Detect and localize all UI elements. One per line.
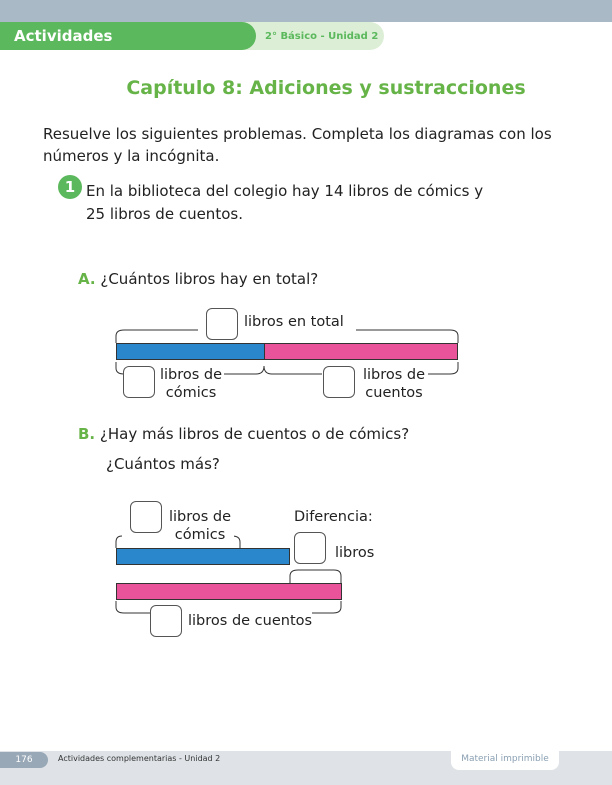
question-a-text: ¿Cuántos libros hay en total?	[100, 270, 319, 288]
a-cuentos-brace-right	[428, 362, 458, 374]
question-b-text-line-1: ¿Hay más libros de cuentos o de cómics?	[99, 425, 410, 443]
a-cuentos-answer-box[interactable]	[323, 366, 355, 398]
problem-number-badge: 1	[58, 175, 82, 199]
page-number: 176	[0, 752, 48, 768]
a-cuentos-brace-left	[264, 366, 322, 374]
b-cuentos-answer-box[interactable]	[150, 605, 182, 637]
b-difference-answer-box[interactable]	[294, 532, 326, 564]
b-comics-bar	[116, 548, 290, 565]
question-a-letter: A.	[78, 270, 96, 288]
b-cuentos-brace-right	[312, 601, 341, 613]
a-total-label: libros en total	[244, 314, 344, 330]
problem-text-line-1: En la biblioteca del colegio hay 14 libros de cómics y	[86, 182, 484, 200]
printable-material-tag: Material imprimible	[451, 750, 559, 770]
b-difference-unit-label: libros	[335, 545, 375, 561]
question-b-letter: B.	[78, 425, 96, 443]
unit-tab: 2° Básico - Unidad 2	[238, 22, 384, 50]
problem-text-line-2: 25 libros de cuentos.	[86, 205, 243, 223]
b-cuentos-bar	[116, 583, 342, 600]
a-cuentos-label: libros de cuentos	[360, 366, 428, 402]
footer-text: Actividades complementarias - Unidad 2	[58, 754, 221, 763]
question-b-text-line-2: ¿Cuántos más?	[106, 455, 220, 473]
b-difference-brace	[290, 570, 341, 583]
a-total-answer-box[interactable]	[206, 308, 238, 340]
a-total-brace-left	[116, 330, 198, 343]
a-cuentos-bar	[264, 343, 458, 360]
section-tab: Actividades complementarias	[0, 22, 256, 50]
b-difference-label: Diferencia:	[294, 509, 373, 525]
a-total-brace-right	[356, 330, 458, 343]
question-b	[78, 425, 409, 443]
b-comics-brace-left	[116, 536, 122, 548]
b-cuentos-brace-left	[116, 601, 150, 613]
b-comics-answer-box[interactable]	[130, 501, 162, 533]
a-comics-answer-box[interactable]	[123, 366, 155, 398]
a-comics-label: libros de cómics	[159, 367, 223, 401]
a-comics-bar	[116, 343, 265, 360]
instructions: Resuelve los siguientes problemas. Completa los diagramas con los números y la incógnita.	[43, 125, 552, 165]
a-comics-brace-right	[224, 366, 264, 374]
b-cuentos-label: libros de cuentos	[188, 613, 313, 629]
b-comics-label: libros de cómics	[166, 508, 234, 544]
page-title: Capítulo 8: Adiciones y sustracciones	[126, 77, 526, 99]
